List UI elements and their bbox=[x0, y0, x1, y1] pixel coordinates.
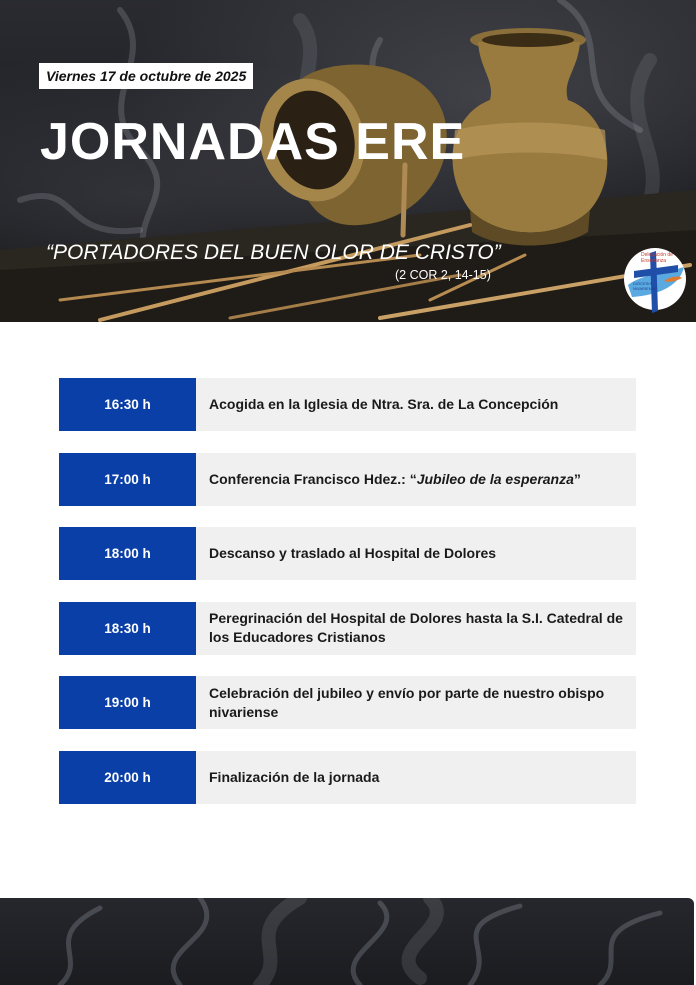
schedule-time: 20:00 h bbox=[59, 751, 196, 804]
schedule-time: 18:00 h bbox=[59, 527, 196, 580]
schedule-list bbox=[59, 378, 636, 825]
schedule-row bbox=[59, 527, 636, 580]
activity-text: Conferencia Francisco Hdez.: “ bbox=[209, 470, 417, 487]
schedule-activity: Descanso y traslado al Hospital de Dolores bbox=[196, 527, 636, 580]
schedule-time: 18:30 h bbox=[59, 602, 196, 655]
theme-quote: “PORTADORES DEL BUEN OLOR DE CRISTO” bbox=[46, 241, 501, 264]
schedule-time: 19:00 h bbox=[59, 676, 196, 729]
header-banner bbox=[0, 0, 696, 322]
schedule-row bbox=[59, 378, 636, 431]
schedule-row bbox=[59, 751, 636, 804]
schedule-row bbox=[59, 676, 636, 729]
smoke-image bbox=[0, 898, 694, 985]
footer-smoke-banner bbox=[0, 898, 694, 985]
logo-diocese: DIÓCESIS NIVARIENSE bbox=[633, 281, 657, 291]
schedule-activity: Acogida en la Iglesia de Ntra. Sra. de La Concepción bbox=[196, 378, 636, 431]
event-date: Viernes 17 de octubre de 2025 bbox=[39, 63, 253, 89]
logo-caption: Delegación de Enseñanza bbox=[641, 252, 673, 264]
page-title: JORNADAS ERE bbox=[40, 113, 466, 171]
activity-italic-title: Jubileo de la esperanza bbox=[416, 470, 574, 487]
schedule-activity: Celebración del jubileo y envío por parte de nuestro obispo nivariense bbox=[196, 676, 636, 729]
schedule-row bbox=[59, 602, 636, 655]
schedule-activity bbox=[196, 453, 636, 506]
schedule-activity: Finalización de la jornada bbox=[196, 751, 636, 804]
schedule-activity: Peregrinación del Hospital de Dolores hasta la S.I. Catedral de los Educadores Cristianos bbox=[196, 602, 636, 655]
schedule-time: 17:00 h bbox=[59, 453, 196, 506]
schedule-row bbox=[59, 453, 636, 506]
activity-text-end: ” bbox=[573, 470, 581, 487]
bible-reference: (2 COR 2, 14-15) bbox=[395, 268, 491, 282]
schedule-time: 16:30 h bbox=[59, 378, 196, 431]
